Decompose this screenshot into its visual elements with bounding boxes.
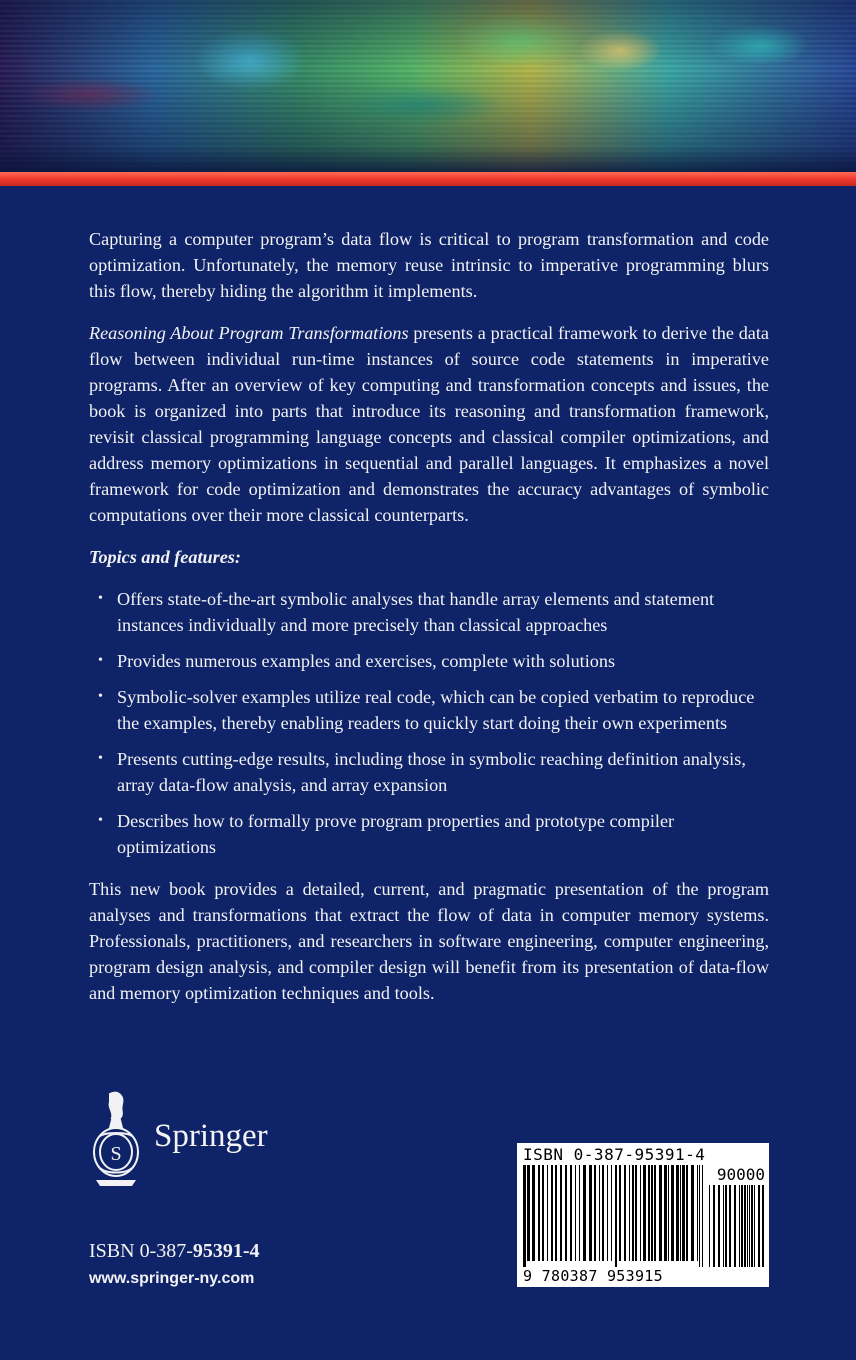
barcode-bar [542, 1165, 544, 1261]
description-text: presents a practical framework to derive the data flow between individual run-time instances of source code statements in imperative programs. After an overview of key computing and transformation concepts and issues, the book is organized into parts that introduce its reasoning and transformation framework, revisit classical programming language concepts and classical compiler optimizations, and address memory optimizations in sequential and parallel languages. It emphasizes a novel framework for code optimization and demonstrates the accuracy advantages of symbolic computations over their more classical counterparts. [89, 323, 769, 525]
barcode-bar [651, 1165, 653, 1261]
intro-paragraph: Capturing a computer program’s data flow is critical to program transformation and code optimization. Unfortunately, the memory reuse intrinsic to imperative programming blurs this flow, thereby hiding the algorithm it implements. [89, 229, 769, 301]
svg-text:S: S [110, 1143, 122, 1165]
barcode-addon-bar [751, 1185, 753, 1267]
barcode-bar [589, 1165, 592, 1261]
bullet-icon: • [98, 751, 103, 766]
barcode-bar [668, 1165, 669, 1261]
springer-horse-icon [90, 1088, 142, 1188]
topics-heading: Topics and features: [89, 547, 241, 567]
barcode-bar [648, 1165, 650, 1261]
barcode-addon-bar [734, 1185, 736, 1267]
barcode-addon-bar [739, 1185, 740, 1267]
barcode-addon-bar [758, 1185, 760, 1267]
barcode-bar [643, 1165, 646, 1261]
barcode-bar [686, 1165, 688, 1261]
closing-paragraph: This new book provides a detailed, current, and pragmatic presentation of the program analyses and transformations that extract the flow of data in computer memory systems. Professionals, practitioners, and researchers in software engineering, computer engineering, program design analysis, and compiler design will benefit from its presentation of data-flow and memory optimization techniques and tools. [89, 879, 769, 1003]
barcode-bar [599, 1165, 600, 1261]
barcode-bar [699, 1165, 700, 1267]
barcode-addon-bar [725, 1185, 727, 1267]
barcode-bar [555, 1165, 557, 1261]
barcode-bar [640, 1165, 641, 1261]
barcode-bar [575, 1165, 576, 1261]
barcode-bar [532, 1165, 535, 1261]
barcode-bar [565, 1165, 567, 1261]
barcode-isbn: ISBN 0-387-95391-4 [523, 1145, 706, 1164]
barcode-bar [702, 1165, 703, 1267]
barcode-addon-bar [744, 1185, 746, 1267]
barcode-addon-bar [718, 1185, 720, 1267]
barcode-bar [680, 1165, 681, 1261]
barcode-addon-bar [749, 1185, 750, 1267]
barcode-bar [629, 1165, 630, 1261]
book-title: Reasoning About Program Transformations [89, 323, 409, 343]
barcode-addon-bar [754, 1185, 755, 1267]
barcode-addon-bar [741, 1185, 743, 1267]
barcode-bar [676, 1165, 679, 1261]
cover-photo-band [0, 0, 856, 172]
barcode-bar [659, 1165, 662, 1261]
barcode-bar [607, 1165, 608, 1261]
bullet-icon: • [98, 689, 103, 704]
feature-item: • Presents cutting-edge results, including those in symbolic reaching definition analysis, array data-flow analysis, and array expansion [89, 746, 769, 798]
barcode-bar [697, 1165, 698, 1261]
barcode-bar [594, 1165, 596, 1261]
barcode-bar [682, 1165, 685, 1261]
barcode-bar [579, 1165, 580, 1261]
barcode-addon-bar [709, 1185, 710, 1267]
barcode-bar [523, 1165, 526, 1267]
barcode-bar [602, 1165, 604, 1261]
barcode-addon-bar [713, 1185, 715, 1267]
barcode-addon-bar [729, 1185, 731, 1267]
bullet-icon: • [98, 591, 103, 606]
feature-item: • Provides numerous examples and exercises, complete with solutions [89, 648, 769, 674]
description-paragraph [89, 320, 769, 528]
barcode-bar [560, 1165, 562, 1261]
barcode-bar [619, 1165, 621, 1261]
barcode-bar [527, 1165, 530, 1261]
barcode-bar [551, 1165, 553, 1261]
feature-item: • Describes how to formally prove program properties and prototype compiler optimizations [89, 808, 769, 860]
barcode-bar [570, 1165, 572, 1261]
barcode-bar [611, 1165, 612, 1261]
back-cover-text [89, 226, 769, 1022]
barcode-addon-bar [747, 1185, 748, 1267]
barcode [517, 1143, 769, 1287]
barcode-addon-bar [762, 1185, 764, 1267]
bullet-icon: • [98, 813, 103, 828]
isbn-label: ISBN 0-387-95391-4 [89, 1240, 260, 1262]
barcode-bar [538, 1165, 540, 1261]
publisher-name: Springer [154, 1118, 268, 1154]
barcode-addon-bar [723, 1185, 724, 1267]
barcode-bar [624, 1165, 626, 1261]
red-stripe [0, 172, 856, 186]
features-list [89, 586, 769, 860]
barcode-bar [654, 1165, 656, 1261]
barcode-bar [635, 1165, 637, 1261]
feature-item: • Offers state-of-the-art symbolic analyses that handle array elements and statement instances individually and more precisely than classical approaches [89, 586, 769, 638]
feature-item: • Symbolic-solver examples utilize real code, which can be copied verbatim to reproduce the examples, thereby enabling readers to quickly start doing their own experiments [89, 684, 769, 736]
barcode-bar [632, 1165, 634, 1261]
barcode-bar [664, 1165, 667, 1261]
barcode-digits: 9 780387 953915 [523, 1267, 663, 1285]
barcode-bar [583, 1165, 586, 1261]
bullet-icon: • [98, 653, 103, 668]
barcode-bar [615, 1165, 617, 1267]
barcode-bar [547, 1165, 548, 1261]
barcode-addon: 90000 [716, 1165, 765, 1184]
publisher-url: www.springer-ny.com [89, 1270, 255, 1287]
barcode-bar [671, 1165, 674, 1261]
barcode-bar [691, 1165, 694, 1261]
springer-logo [90, 1088, 280, 1188]
